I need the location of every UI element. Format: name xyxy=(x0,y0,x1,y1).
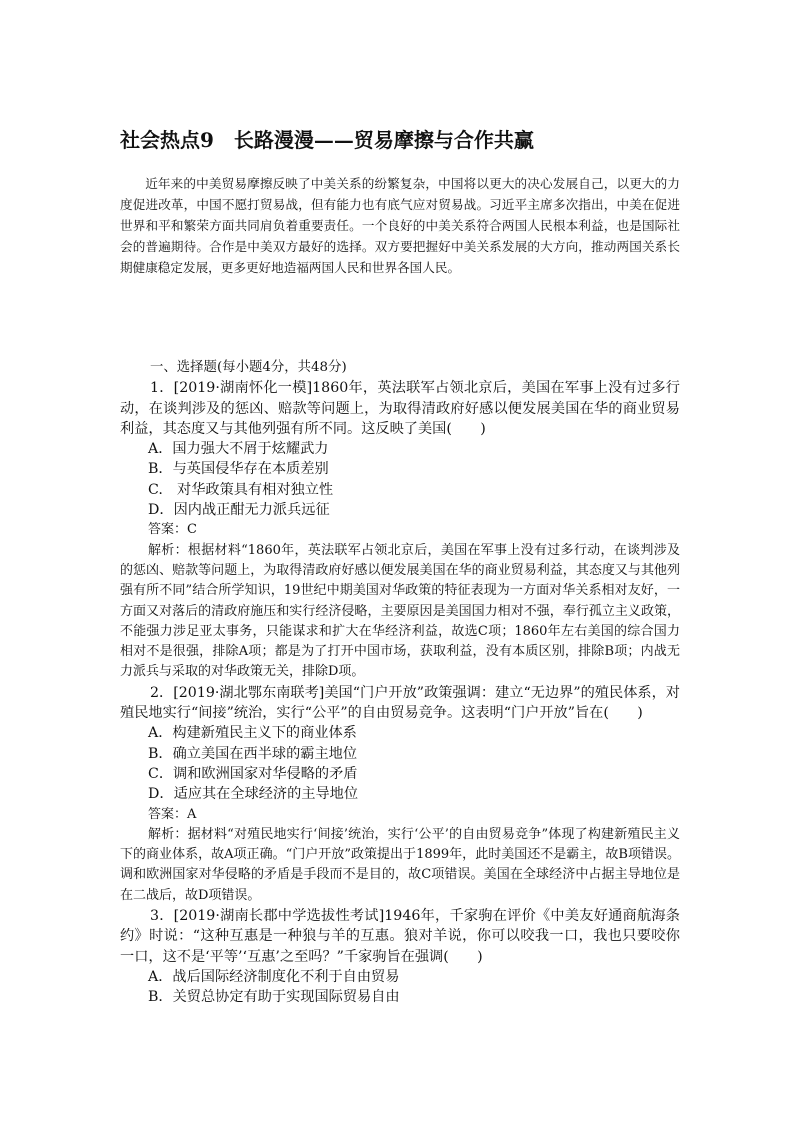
option-b: B．确立美国在西半球的霸主地位 xyxy=(148,745,358,762)
question-stem: 3．[2019·湖南长郡中学选拔性考试]1946年，千家驹在评价《中美友好通商航海条约》时说：“这种互惠是一种狼与羊的互惠。狼对羊说，你可以咬我一口，我也只要咬你一口，这不是‘平等’‘互惠’之至吗？”千家驹旨在强调( ) xyxy=(120,908,680,965)
option-b: B．与英国侵华存在本质差别 xyxy=(148,461,329,478)
option-b: B．关贸总协定有助于实现国际贸易自由 xyxy=(148,989,400,1006)
question-section xyxy=(120,358,680,1008)
option-a: A．战后国际经济制度化不利于自由贸易 xyxy=(148,968,400,985)
option-a: A．国力强大不屑于炫耀武力 xyxy=(148,441,329,458)
intro-paragraph xyxy=(120,173,680,278)
question-stem: 1．[2019·湖南怀化一模]1860年，英法联军占领北京后，美国在军事上没有过多行动，在谈判涉及的惩凶、赔款等问题上，为取得清政府好感以便发展美国在华的商业贸易利益，其态度又与其他列强有所不同。这反映了美国( ) xyxy=(120,380,680,437)
explanation: 解析：根据材料“1860年，英法联军占领北京后，美国在军事上没有过多行动，在谈判涉及的惩凶、赔款等问题上，为取得清政府好感以便发展美国在华的商业贸易利益，其态度又与其他列强有所不同”结合所学知识，19世纪中期美国对华政策的特征表现为一方面对华关系相对友好，一方面又对落后的清政府施压和实行经济侵略，主要原因是美国国力相对不强，奉行孤立主义政策，不能强力涉足亚太事务，只能谋求和扩大在华经济利益，故选C项；1860年左右美国的综合国力相对不是很强，排除A项；都是为了打开中国市场，获取利益，没有本质区别，排除B项；内战无力派兵与采取的对华政策无关，排除D项。 xyxy=(120,542,680,680)
option-d: D．因内战正酣无力派兵远征 xyxy=(148,502,330,519)
page-title: 社会热点9 长路漫漫——贸易摩擦与合作共赢 xyxy=(120,128,534,152)
question-stem: 2．[2019·湖北鄂东南联考]美国“门户开放”政策强调：建立“无边界”的殖民体系，对殖民地实行“间接”统治，实行“公平”的自由贸易竞争。这表明“门户开放”旨在( ) xyxy=(120,684,680,722)
option-c: C. 对华政策具有相对独立性 xyxy=(148,481,334,498)
section-heading: 一、选择题(每小题4分，共48分) xyxy=(150,360,347,375)
question-2 xyxy=(120,683,680,906)
option-c: C．调和欧洲国家对华侵略的矛盾 xyxy=(148,765,358,782)
question-1 xyxy=(120,378,680,682)
answer: 答案：A xyxy=(148,806,197,822)
option-d: D．适应其在全球经济的主导地位 xyxy=(148,786,359,803)
question-3 xyxy=(120,906,680,1007)
explanation: 解析：据材料“对殖民地实行‘间接’统治，实行‘公平’的自由贸易竞争”体现了构建新殖民主义下的商业体系，故A项正确。“门户开放”政策提出于1899年，此时美国还不是霸主，故B项错误。调和欧洲国家对华侵略的矛盾是手段而不是目的，故C项错误。美国在全球经济中占据主导地位是在二战后，故D项错误。 xyxy=(120,826,680,903)
intro-text: 近年来的中美贸易摩擦反映了中美关系的纷繁复杂，中国将以更大的决心发展自己，以更大的力度促进改革，中国不愿打贸易战，但有能力也有底气应对贸易战。习近平主席多次指出，中美在促进世界和平和繁荣方面共同肩负着重要责任。一个良好的中美关系符合两国人民根本利益，也是国际社会的普遍期待。合作是中美双方最好的选择。双方要把握好中美关系发展的大方向，推动两国关系长期健康稳定发展，更多更好地造福两国人民和世界各国人民。 xyxy=(120,176,680,275)
answer: 答案：C xyxy=(148,522,197,538)
option-a: A．构建新殖民主义下的商业体系 xyxy=(148,725,357,742)
